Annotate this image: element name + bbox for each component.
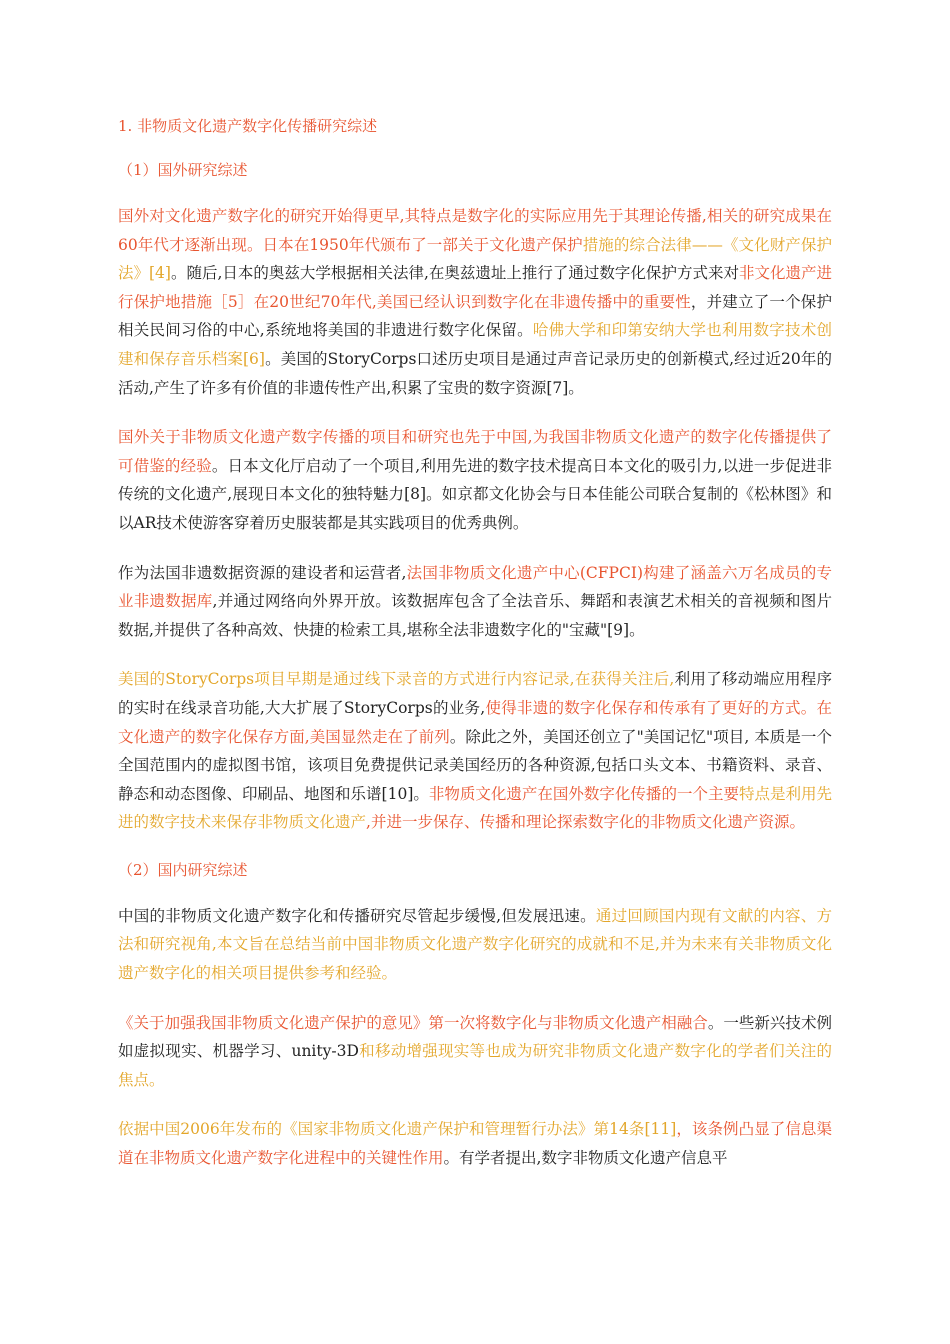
text-run: 依据中国2006年发布的《国家非物质文化遗产保护和管理暂行办法》第14条[11] [118,1120,677,1139]
text-run: 。一些新兴技术例如虚拟现实、机器学习、unity-3D [118,1013,832,1061]
paragraph-7 [118,1115,832,1172]
text-run: 。有学者提出,数字非物质文化遗产信息平 [443,1149,728,1168]
text-run: 国外关于非物质文化遗产数字传播的项目和研究也先于中国,为我国非物质文化遗产的数字化传播提供了可借鉴的经验 [118,428,832,475]
paragraph-5 [118,902,832,988]
text-run: 。美国的StoryCorps口述历史项目是通过声音记录历史的创新模式,经过近20年的活动,产生了许多有价值的非遗传性产出,积累了宝贵的数字资源[7]。 [118,349,832,397]
text-run: 作为法国非遗数据资源的建设者和运营者, [118,563,407,582]
text-run: 。除此之外，美国还创立了"美国记忆"项目, 本质是一个全国范围内的虚拟图书馆，该项目免费提供记录美国经历的各种资源,包括口头文本、书籍资料、录音、静态和动态图像、印刷品、地图和乐谱[10]。 [118,727,832,803]
text-run: 。日本文化厅启动了一个项目,利用先进的数字技术提高日本文化的吸引力,以进一步促进非传统的文化遗产,展现日本文化的独特魅力[8]。如京都文化协会与日本佳能公司联合复制的《松林图》和以AR技术使游客穿着历史服装都是其实践项目的优秀典例。 [118,456,832,532]
text-run: 使得非遗的数字化保存和传承有了更好的方式。在文化遗产的数字化保存方面,美国显然走在了前列 [118,698,832,746]
paragraph-3 [118,559,832,645]
text-run: ,并进一步保存、传播和理论探索数字化的非物质文化遗产资源。 [366,813,805,832]
paragraph-4 [118,665,832,837]
text-run: 特点是利用先进的数字技术来保存非物质文化遗产 [118,784,832,832]
text-run: 和移动增强现实等也成为研究非物质文化遗产数字化的学者们关注的焦点。 [118,1042,832,1089]
paragraph-2 [118,423,832,537]
text-run: 法国非物质文化遗产中心(CFPCI)构建了涵盖六万名成员的专业非遗数据库 [118,563,832,611]
subsection-heading-domestic: （2）国内研究综述 [118,860,248,879]
section-heading: 1. 非物质文化遗产数字化传播研究综述 [118,117,378,135]
text-run: 美国的StoryCorps项目早期是通过线下录音的方式进行内容记录,在获得关注后, [118,670,675,689]
subsection-heading-foreign: （1）国外研究综述 [118,161,248,179]
text-run: 哈佛大学和印第安纳大学也利用数字技术创建和保存音乐档案[6] [118,321,832,368]
paragraph-6 [118,1009,832,1095]
text-run: ，该条例凸显了信息渠道在非物质文化遗产数字化进程中的关键性作用 [118,1120,832,1168]
text-run: 中国的非物质文化遗产数字化和传播研究尽管起步缓慢,但发展迅速。 [118,906,596,925]
text-run: 非物质文化遗产在国外数字化传播的一个主要 [428,784,739,803]
paragraph-1 [118,202,832,402]
text-run: 国外对文化遗产数字化的研究开始得更早,其特点是数字化的实际应用先于其理论传播,相关的研究成果在60年代才逐渐出现。日本在1950年代颁布了一部关于文化遗产保护 [118,207,832,254]
text-run: 非文化遗产进行保护地措施［5］在20世纪70年代,美国已经认识到数字化在非遗传播中的重要性 [118,264,832,311]
text-run: ,并通过网络向外界开放。该数据库包含了全法音乐、舞蹈和表演艺术相关的音视频和图片数据,并提供了各种高效、快捷的检索工具,堪称全法非遗数字化的"宝藏"[9]。 [118,592,832,639]
text-run: 。随后,日本的奥兹大学根据相关法律,在奥兹遗址上推行了通过数字化保护方式来对 [170,264,739,283]
text-run: ，并建立了一个保护相关民间习俗的中心,系统地将美国的非遗进行数字化保留。 [118,292,832,340]
text-run: 利用了移动端应用程序的实时在线录音功能,大大扩展了StoryCorps的业务, [118,670,832,717]
text-run: 通过回顾国内现有文献的内容、方法和研究视角,本文旨在总结当前中国非物质文化遗产数字化研究的成就和不足,并为未来有关非物质文化遗产数字化的相关项目提供参考和经验。 [118,906,832,983]
text-run: 《关于加强我国非物质文化遗产保护的意见》第一次将数字化与非物质文化遗产相融合 [118,1013,708,1032]
text-run: 措施的综合法律——《文化财产保护法》[4] [118,235,832,283]
